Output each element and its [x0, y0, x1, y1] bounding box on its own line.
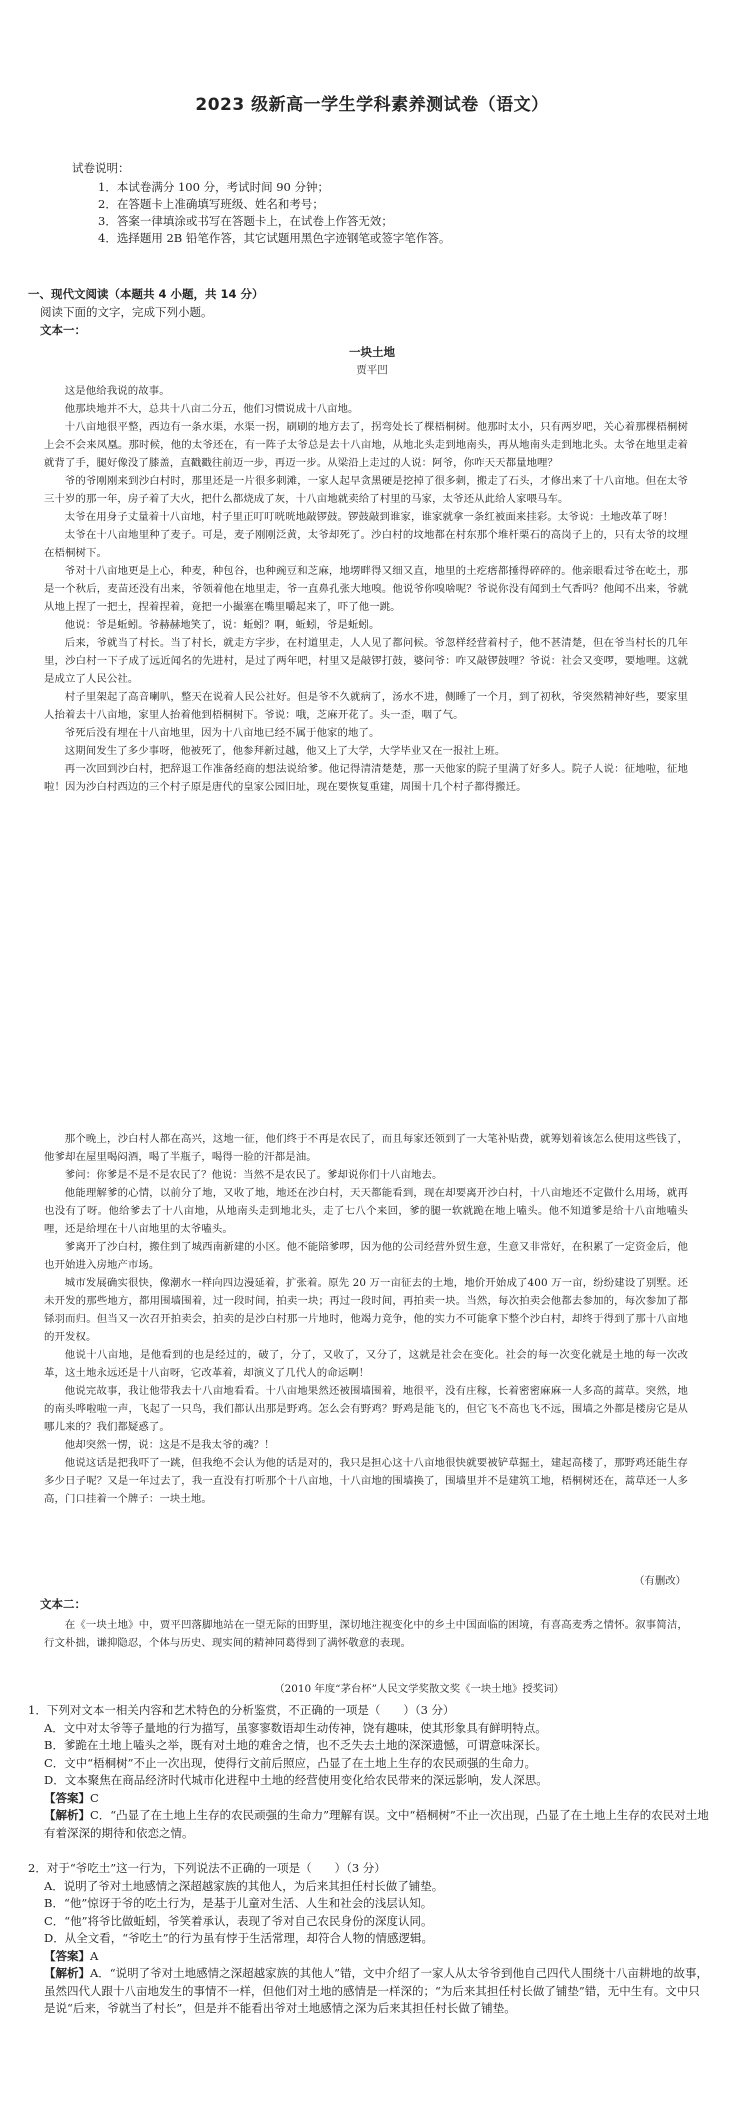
article-paragraph: 他说这话是把我吓了一跳，但我绝不会认为他的话是对的，我只是担心这十八亩地很快就要被铲草掘土，建起高楼了，那野鸡还能生存多少日子呢？又是一年过去了，我一直没有打听那个十八亩地，十八亩地的围墙换了，围墙里并不是建筑工地，梧桐树还在，蒿草还一人多高，门口挂着一个牌子：一块土地。: [44, 1457, 688, 1505]
explanation-text: C．“凸显了在土地上生存的农民顽强的生命力”理解有误。文中“梧桐树”不止一次出现，凸显了在土地上生存的农民对土地有着深深的期待和依恋之情。: [44, 1808, 709, 1840]
article-paragraph: 城市发展确实很快，像潮水一样向四边漫延着，扩张着。原先 20 万一亩征去的土地，地价开始成了400 万一亩，纷纷建设了别墅。还未开发的那些地方，都用围墙围着，过一段时间，拍卖一块；再过一段时间，再拍卖一块。当然，每次拍卖会他都去参加的，每次参加了都铩羽而归。但当又一次召开拍卖会，拍卖的是沙白村那一片地时，他竭力竞争，他的实力不可能拿下整个沙白村，却终于得到了那十八亩地的开发权。: [44, 1277, 688, 1343]
question-option: D．文本聚焦在商品经济时代城市化进程中土地的经营使用变化给农民带来的深远影响，发人深思。: [44, 1773, 548, 1787]
instruction-item: 4．选择题用 2B 铅笔作答，其它试题用黑色字迹钢笔或签字笔作答。: [98, 231, 451, 245]
article-paragraph: 那个晚上，沙白村人都在高兴，这地一征，他们终于不再是农民了，而且每家还领到了一大笔补贴费，就筹划着该怎么使用这些钱了，他爹却在屋里喝闷酒，喝了半瓶子，喝得一脸的汗都是油。: [44, 1133, 688, 1163]
article-source-note: （有删改）: [634, 1575, 686, 1587]
article-paragraph: 爷的爷刚刚来到沙白村时，那里还是一片很多刺滩，一家人起早贪黑硬是挖掉了很多刺，搬走了石头，才修出来了十八亩地。但在太爷三十岁的那一年，房子着了大火，把什么都烧成了灰，十八亩地就卖给了村里的马家，太爷还从此给人家喂马车。: [44, 475, 688, 505]
question-stem: 1．下列对文本一相关内容和艺术特色的分析鉴赏，不正确的一项是（ ）（3 分）: [28, 1703, 455, 1717]
question-option: A．说明了爷对土地感情之深超越家族的其他人，为后来其担任村长做了铺垫。: [44, 1878, 444, 1893]
explanation-label: 【解析】: [44, 1808, 90, 1822]
explanation-label: 【解析】: [44, 1966, 90, 1980]
instruction-item: 3．答案一律填涂或书写在答题卡上，在试卷上作答无效；: [98, 214, 393, 228]
section-heading: 一、现代文阅读（本题共 4 小题，共 14 分）: [28, 287, 264, 301]
answer-line: [28, 1948, 710, 1966]
article-paragraph: 他说十八亩地，是他看到的也是经过的，破了，分了，又收了，又分了，这就是社会在变化。社会的每一次变化就是土地的每一次改革，这土地永远还是十八亩呀，它改革着，却演义了几代人的命运啊！: [44, 1349, 688, 1379]
article-paragraph: 爹问：你爹是不是不是农民了？他说：当然不是农民了。爹却说你们十八亩地去。: [64, 1169, 443, 1181]
article-paragraph: 这期间发生了多少事呀，他被死了，他参拜新过越，他又上了大学，大学毕业又在一报社上班。: [64, 745, 506, 757]
page-one: [0, 0, 744, 1040]
article-paragraph: 他说：爷是蚯蚓。爷赫赫地笑了，说：蚯蚓？啊，蚯蚓，爷是蚯蚓。: [64, 619, 380, 631]
article-paragraph: 他却突然一愣，说：这是不是我太爷的魂？！: [64, 1439, 275, 1451]
question-stem: 2．对于“爷吃土”这一行为，下列说法不正确的一项是（ ）（3 分）: [28, 1861, 386, 1875]
question-option: B．“他”惊讶于爷的吃土行为，是基于儿童对生活、人生和社会的浅层认知。: [44, 1896, 433, 1910]
explanation-text: A．“说明了爷对土地感情之深超越家族的其他人”错，文中介绍了一家人从太爷爷到他自己四代人围绕十八亩耕地的故事，虽然四代人跟十八亩地发生的事情不一样，但他们对土地的感情是一样深的；“为后来其担任村长做了铺垫”错，无中生有。文中只是说“后来，爷就当了村长”，但是并不能看出爷对土地感情之深为后来其担任村长做了铺垫。: [44, 1966, 709, 2015]
article-paragraph: 后来，爷就当了村长。当了村长，就走方字步，在村道里走，人人见了都问候。爷忽样经营着村子，他不甚清楚，但在爷当村长的几年里，沙白村一下子成了远近闻名的先进村，是过了两年吧，村里又是敲锣打鼓，婆问爷：咋又敲锣鼓哩？爷说：社会又变啰，要地哩。这就是成立了人民公社。: [44, 637, 688, 685]
explanation-line: [28, 1807, 710, 1842]
answer-label: 【答案】: [44, 1790, 90, 1805]
award-note: （2010 年度“茅台杯”人民文学奖散文奖《一块土地》授奖词）: [274, 1683, 564, 1695]
question-2: [28, 1860, 710, 2018]
answer-label: 【答案】: [44, 1948, 90, 1963]
article-paragraph: 他能理解爹的心情，以前分了地，又收了地，地还在沙白村，天天都能看到，现在却要离开沙白村，十八亩地还不定做什么用场，就再也没有了呀。他给爹去了十八亩地，从地南头走到地北头，走了七八个来回，爹的腿一软就跪在地上嗑头。他不知道爹是给十八亩地嗑头哩，还是给埋在十八亩地里的太爷嗑头。: [44, 1187, 688, 1235]
instruction-item: 1．本试卷满分 100 分，考试时间 90 分钟；: [98, 180, 330, 194]
article-paragraph: 这是他给我说的故事。: [64, 385, 170, 397]
article-paragraph: 十八亩地很平整，西边有一条水渠，水渠一拐，刷刷的地方去了，拐弯处长了棵梧桐树。他那时太小，只有两岁吧，关心着那棵梧桐树上会不会来凤凰。那时候，他的太爷还在，有一阵子太爷总是去十八亩地，从地北头走到地南头，再从地南头走到地北头。太爷在地里走着就背了手，腿好像没了膝盖，直戳戳往前迈一步，再迈一步。从梁沿上走过的人说：阿爷，你咋天天都量地哩？: [44, 421, 688, 469]
article-author: 贾平凹: [356, 364, 388, 376]
text2-body: [44, 1616, 688, 1652]
text2-label: 文本二：: [40, 1597, 86, 1611]
article-paragraph: 他说完故事，我让他带我去十八亩地看看。十八亩地果然还被围墙围着，地很平，没有庄稼，长着密密麻麻一人多高的蒿草。突然，地的南头哗啦啦一声，飞起了一只鸟，我们都认出那是野鸡。怎么会有野鸡？野鸡是能飞的，但它飞不高也飞不远，围墙之外都是楼房它是从哪儿来的？我们都疑惑了。: [44, 1385, 688, 1433]
instructions-heading: 试卷说明：: [72, 161, 130, 175]
article-paragraph: 村子里架起了高音喇叭，整天在说着人民公社好。但是爷不久就病了，汤水不进，侧睡了一个月，到了初秋，爷突然精神好些，要家里人抬着去十八亩地，家里人抬着他到梧桐树下。爷说：哦，芝麻开花了。头一歪，咽了气。: [44, 691, 688, 721]
question-option: C．“他”将爷比做蚯蚓，爷笑着承认，表现了爷对自己农民身份的深度认同。: [44, 1913, 433, 1928]
question-option: A．文中对太爷等子量地的行为描写，虽寥寥数语却生动传神，饶有趣味，使其形象具有鲜明特点。: [44, 1720, 547, 1735]
instruction-item: 2．在答题卡上准确填写班级、姓名和考号；: [98, 197, 324, 211]
answer-value: C: [90, 1790, 99, 1805]
explanation-line: [28, 1965, 710, 2018]
article-paragraph: 太爷在十八亩地里种了麦子。可是，麦子刚刚泛黄，太爷却死了。沙白村的坟地都在村东那个堆杆栗石的高岗子上的，只有太爷的坟埋在梧桐树下。: [44, 529, 688, 559]
article-paragraph: 爷死后没有埋在十八亩地里，因为十八亩地已经不属于他家的地了。: [64, 727, 380, 739]
article-paragraph: 爷对十八亩地更是上心，种麦，种包谷，也种豌豆和芝麻，地塄畔得又细又直，地里的土疙瘩都捶得碎碎的。他亲眼看过爷在屹土，那是一个秋后，麦苗还没有出来，爷领着他在地里走，爷一直鼻孔张大地嗅。他说爷你嗅啥呢？爷说你没有闻到土气香吗？他闻不出来，爷就从地上捏了一把土，捏着捏着，竟把一小撮塞在嘴里嚼起来了，吓了他一跳。: [44, 565, 688, 613]
text1-label: 文本一：: [40, 323, 86, 337]
article-paragraph: 太爷在用身子丈量着十八亩地，村子里正叮叮咣咣地敲锣鼓。锣鼓敲到谁家，谁家就拿一条红被面来挂彩。太爷说：土地改革了呀！: [64, 511, 674, 523]
text2-paragraph: 在《一块土地》中，贾平凹落脚地站在一望无际的田野里，深切地注视变化中的乡土中国面临的困境，有喜高麦秀之情怀。叙事简洁，行文朴拙，谦抑隐忍，个体与历史、现实间的精神同葛得到了满怀敬意的表现。: [44, 1619, 688, 1649]
exam-title: 2023 级新高一学生学科素养测试卷（语文）: [195, 95, 549, 115]
page-two: [0, 1040, 744, 2104]
answer-line: [28, 1790, 710, 1808]
article-body-part2: [44, 1130, 688, 1508]
section-intro: 阅读下面的文字，完成下列小题。: [40, 305, 213, 319]
article-title: 一块土地: [349, 345, 395, 359]
exam-instructions: [72, 160, 450, 247]
article-body-part1: [44, 382, 688, 796]
article-paragraph: 爹离开了沙白村，搬住到了城西南新建的小区。他不能陪爹啰，因为他的公司经营外贸生意，生意又非常好，在积累了一定资金后，他也开始进入房地产市场。: [44, 1241, 688, 1271]
question-option: C．文中“梧桐树”不止一次出现，使得行文前后照应，凸显了在土地上生存的农民顽强的生命力。: [44, 1755, 537, 1770]
article-paragraph: 他那块地并不大，总共十八亩二分五，他们习惯说成十八亩地。: [64, 403, 359, 415]
question-option: B．爹跪在土地上嗑头之举，既有对土地的难舍之情，也不乏失去土地的深深遗憾，可谓意味深长。: [44, 1738, 547, 1752]
answer-value: A: [90, 1948, 99, 1963]
article-paragraph: 再一次回到沙白村，把辞退工作准备经商的想法说给爹。他记得清清楚楚，那一天他家的院子里满了好多人。院子人说：征地啦，征地啦！因为沙白村西边的三个村子原是唐代的皇家公园旧址，现在要恢复重建，周围十几个村子都得搬迁。: [44, 763, 688, 793]
question-1: [28, 1702, 710, 1842]
question-option: D．从全文看，“爷吃土”的行为虽有悖于生活常理，却符合人物的情感逻辑。: [44, 1931, 433, 1945]
